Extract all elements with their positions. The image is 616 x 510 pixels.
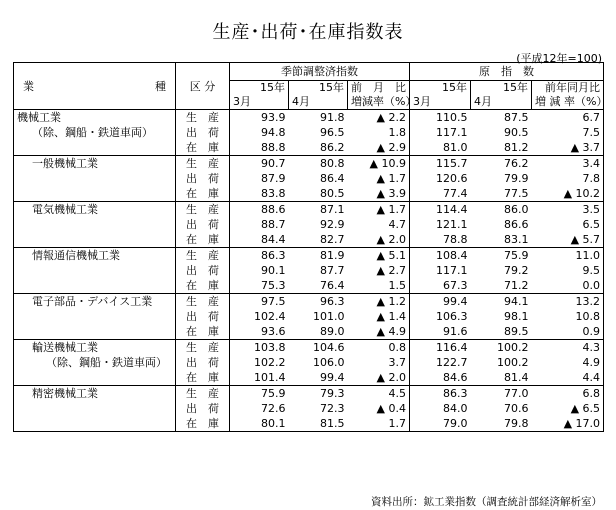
industry-name xyxy=(14,217,176,232)
kubun-cell: 出 荷 xyxy=(176,263,230,278)
value-o-mar: 108.4 xyxy=(410,248,471,264)
industry-name xyxy=(14,186,176,202)
value-mom: ▲ 1.2 xyxy=(348,294,410,310)
value-o-apr: 98.1 xyxy=(504,310,529,323)
value-sa-apr: 96.3 xyxy=(289,294,348,310)
value-sa-apr: 82.7 xyxy=(289,232,348,248)
kubun-cell: 生 産 xyxy=(176,248,230,264)
value-sa-mar: 103.8 xyxy=(230,340,289,356)
value-mom: ▲ 5.1 xyxy=(348,248,410,264)
table-row xyxy=(14,232,604,248)
value-sa-mar: 87.9 xyxy=(230,171,289,186)
value-mom: ▲ 2.7 xyxy=(348,263,410,278)
table-row xyxy=(14,309,604,324)
value-o-apr: 79.9 xyxy=(504,172,529,185)
value-yoy: 6.8 xyxy=(532,386,604,402)
value-mom: ▲ 3.9 xyxy=(348,186,410,202)
table-row xyxy=(14,278,604,294)
value-mom: 1.5 xyxy=(348,278,410,294)
industry-name: 精密機械工業 xyxy=(14,386,176,402)
value-sa-apr: 92.9 xyxy=(320,218,345,231)
table-row xyxy=(14,386,604,402)
value-sa-mar: 102.4 xyxy=(230,309,289,324)
value-o-mar: 110.5 xyxy=(410,110,471,126)
value-mom: 4.7 xyxy=(348,217,410,232)
value-o-apr: 75.9 xyxy=(471,248,532,264)
kubun-cell: 在 庫 xyxy=(176,140,230,156)
table-row xyxy=(14,125,604,140)
kubun-cell: 出 荷 xyxy=(176,217,230,232)
value-o-mar: 86.3 xyxy=(410,386,471,402)
col-sa-mar-month: 3月 xyxy=(230,95,289,110)
col-sa-mar-year: 15年 xyxy=(230,81,289,96)
value-yoy: 4.3 xyxy=(532,340,604,356)
value-o-apr: 94.1 xyxy=(471,294,532,310)
kubun-cell: 生 産 xyxy=(176,386,230,402)
table-row xyxy=(14,248,604,264)
industry-name xyxy=(14,140,176,156)
table-row xyxy=(14,401,604,416)
kubun-cell: 生 産 xyxy=(176,110,230,126)
value-sa-apr: 81.5 xyxy=(289,416,348,432)
value-yoy: ▲ 3.7 xyxy=(532,140,604,156)
col-mom-b: 増減率（%） xyxy=(348,95,410,110)
industry-name xyxy=(14,278,176,294)
value-sa-apr: 80.5 xyxy=(289,186,348,202)
value-yoy: ▲ 6.5 xyxy=(532,401,604,416)
value-sa-mar: 72.6 xyxy=(230,401,289,416)
value-mom: ▲ 2.0 xyxy=(348,232,410,248)
value-o-apr: 86.6 xyxy=(504,218,529,231)
kubun-cell: 在 庫 xyxy=(176,416,230,432)
table-row xyxy=(14,340,604,356)
value-mom: ▲ 1.7 xyxy=(348,171,410,186)
industry-name: 情報通信機械工業 xyxy=(14,248,176,264)
value-sa-apr: 72.3 xyxy=(320,402,345,415)
value-o-mar: 67.3 xyxy=(410,278,471,294)
industry-name xyxy=(14,370,176,386)
table-row xyxy=(14,171,604,186)
table-row xyxy=(14,156,604,172)
col-o-apr-month: 4月 xyxy=(471,95,532,110)
table-row xyxy=(14,370,604,386)
table-row xyxy=(14,140,604,156)
table-row xyxy=(14,324,604,340)
col-o-mar-month: 3月 xyxy=(410,95,471,110)
value-sa-apr: 86.4 xyxy=(320,172,345,185)
kubun-cell: 在 庫 xyxy=(176,370,230,386)
value-yoy: ▲ 17.0 xyxy=(532,416,604,432)
industry-name: 電気機械工業 xyxy=(14,202,176,218)
value-o-mar: 81.0 xyxy=(410,140,471,156)
industry-name: （除、鋼船・鉄道車両） xyxy=(14,125,176,140)
kubun-cell: 出 荷 xyxy=(176,309,230,324)
value-o-apr: 71.2 xyxy=(471,278,532,294)
table-row xyxy=(14,355,604,370)
value-sa-mar: 88.8 xyxy=(230,140,289,156)
industry-name xyxy=(14,401,176,416)
value-sa-mar: 102.2 xyxy=(230,355,289,370)
value-o-mar: 78.8 xyxy=(410,232,471,248)
industry-name: （除、鋼船・鉄道車両） xyxy=(14,355,176,370)
value-mom: 1.8 xyxy=(348,125,410,140)
value-o-mar: 84.0 xyxy=(410,401,471,416)
value-o-apr: 87.5 xyxy=(471,110,532,126)
value-yoy: 3.4 xyxy=(532,156,604,172)
value-sa-mar: 90.7 xyxy=(230,156,289,172)
value-o-apr: 100.2 xyxy=(497,356,529,369)
table-row xyxy=(14,416,604,432)
value-yoy: 13.2 xyxy=(532,294,604,310)
value-yoy: 6.7 xyxy=(532,110,604,126)
value-sa-apr: 91.8 xyxy=(289,110,348,126)
value-o-apr: 70.6 xyxy=(504,402,529,415)
value-mom: 1.7 xyxy=(348,416,410,432)
industry-name xyxy=(14,416,176,432)
value-sa-mar: 101.4 xyxy=(230,370,289,386)
value-o-apr: 77.5 xyxy=(471,186,532,202)
value-sa-apr: 89.0 xyxy=(289,324,348,340)
kubun-cell: 生 産 xyxy=(176,156,230,172)
value-sa-mar: 86.3 xyxy=(230,248,289,264)
col-sa-apr-month: 4月 xyxy=(289,95,348,110)
value-o-apr: 86.0 xyxy=(471,202,532,218)
value-sa-mar: 97.5 xyxy=(230,294,289,310)
value-mom: 3.7 xyxy=(348,355,410,370)
value-yoy: ▲ 5.7 xyxy=(532,232,604,248)
kubun-cell: 生 産 xyxy=(176,202,230,218)
value-o-mar: 114.4 xyxy=(410,202,471,218)
value-yoy: 6.5 xyxy=(532,217,604,232)
industry-name xyxy=(14,263,176,278)
value-mom: 0.8 xyxy=(348,340,410,356)
value-sa-apr: 99.4 xyxy=(289,370,348,386)
industry-name xyxy=(14,324,176,340)
value-o-mar: 84.6 xyxy=(410,370,471,386)
value-o-mar: 99.4 xyxy=(410,294,471,310)
kubun-cell: 出 荷 xyxy=(176,171,230,186)
value-yoy: ▲ 10.2 xyxy=(532,186,604,202)
value-mom: ▲ 2.9 xyxy=(348,140,410,156)
value-o-mar: 115.7 xyxy=(410,156,471,172)
value-sa-mar: 94.8 xyxy=(230,125,289,140)
value-yoy: 7.5 xyxy=(532,125,604,140)
value-sa-mar: 88.6 xyxy=(230,202,289,218)
value-o-mar: 121.1 xyxy=(410,217,471,232)
col-mom-a: 前 月 比 xyxy=(348,81,410,96)
source-note: 資料出所：鉱工業指数（調査統計部経済解析室） xyxy=(371,496,602,508)
value-sa-mar: 75.3 xyxy=(230,278,289,294)
industry-name xyxy=(14,171,176,186)
value-sa-mar: 84.4 xyxy=(230,232,289,248)
table-row xyxy=(14,294,604,310)
value-yoy: 0.0 xyxy=(532,278,604,294)
table-row xyxy=(14,263,604,278)
index-table xyxy=(13,62,608,432)
kubun-cell: 生 産 xyxy=(176,340,230,356)
kubun-cell: 在 庫 xyxy=(176,232,230,248)
kubun-header: 区 分 xyxy=(176,63,230,110)
value-sa-mar: 80.1 xyxy=(230,416,289,432)
table-row xyxy=(14,202,604,218)
value-sa-apr: 86.2 xyxy=(289,140,348,156)
value-mom: ▲ 1.7 xyxy=(348,202,410,218)
value-o-mar: 79.0 xyxy=(410,416,471,432)
kubun-cell: 在 庫 xyxy=(176,324,230,340)
value-o-apr: 79.2 xyxy=(504,264,529,277)
kubun-cell: 在 庫 xyxy=(176,186,230,202)
value-yoy: 3.5 xyxy=(532,202,604,218)
value-sa-mar: 93.6 xyxy=(230,324,289,340)
value-sa-mar: 93.9 xyxy=(230,110,289,126)
value-mom: ▲ 2.0 xyxy=(348,370,410,386)
industry-name xyxy=(14,232,176,248)
value-sa-apr: 81.9 xyxy=(289,248,348,264)
value-o-apr: 100.2 xyxy=(471,340,532,356)
value-o-apr: 89.5 xyxy=(471,324,532,340)
value-mom: ▲ 0.4 xyxy=(348,401,410,416)
kubun-cell: 在 庫 xyxy=(176,278,230,294)
seasonal-header: 季節調整済指数 xyxy=(230,63,410,81)
value-yoy: 4.9 xyxy=(532,355,604,370)
value-sa-apr: 101.0 xyxy=(313,310,345,323)
value-sa-apr: 104.6 xyxy=(289,340,348,356)
table-row xyxy=(14,217,604,232)
kubun-cell: 出 荷 xyxy=(176,355,230,370)
value-o-mar: 91.6 xyxy=(410,324,471,340)
value-mom: ▲ 4.9 xyxy=(348,324,410,340)
value-yoy: 9.5 xyxy=(532,263,604,278)
col-yoy-a: 前年同月比 xyxy=(532,81,604,96)
value-o-mar: 120.6 xyxy=(410,171,471,186)
kubun-cell: 出 荷 xyxy=(176,401,230,416)
value-o-apr: 83.1 xyxy=(471,232,532,248)
value-o-mar: 117.1 xyxy=(410,125,471,140)
col-o-mar-year: 15年 xyxy=(410,81,471,96)
value-o-apr: 81.2 xyxy=(471,140,532,156)
industry-name: 機械工業 xyxy=(14,110,176,126)
value-sa-mar: 83.8 xyxy=(230,186,289,202)
value-o-apr: 90.5 xyxy=(504,126,529,139)
base-year-note: (平成12年=100) xyxy=(516,52,602,65)
value-o-apr: 77.0 xyxy=(471,386,532,402)
value-mom: ▲ 10.9 xyxy=(348,156,410,172)
kubun-cell: 生 産 xyxy=(176,294,230,310)
value-o-apr: 81.4 xyxy=(471,370,532,386)
table-row xyxy=(14,186,604,202)
value-o-mar: 117.1 xyxy=(410,263,471,278)
value-sa-apr: 87.7 xyxy=(320,264,345,277)
col-o-apr-year: 15年 xyxy=(471,81,532,96)
value-yoy: 0.9 xyxy=(532,324,604,340)
value-sa-apr: 106.0 xyxy=(313,356,345,369)
col-yoy-b: 増 減 率（%） xyxy=(532,95,604,110)
kubun-cell: 出 荷 xyxy=(176,125,230,140)
value-o-apr: 79.8 xyxy=(471,416,532,432)
industry-name: 電子部品・デバイス工業 xyxy=(14,294,176,310)
col-sa-apr-year: 15年 xyxy=(289,81,348,96)
value-o-apr: 76.2 xyxy=(471,156,532,172)
value-sa-apr: 96.5 xyxy=(320,126,345,139)
value-mom: 4.5 xyxy=(348,386,410,402)
value-yoy: 11.0 xyxy=(532,248,604,264)
value-sa-apr: 80.8 xyxy=(289,156,348,172)
value-sa-apr: 79.3 xyxy=(289,386,348,402)
value-o-mar: 77.4 xyxy=(410,186,471,202)
industry-header: 業 種 xyxy=(14,63,176,110)
value-mom: ▲ 2.2 xyxy=(348,110,410,126)
value-mom: ▲ 1.4 xyxy=(348,309,410,324)
value-yoy: 7.8 xyxy=(532,171,604,186)
value-sa-apr: 76.4 xyxy=(289,278,348,294)
value-o-mar: 122.7 xyxy=(410,355,471,370)
value-o-mar: 116.4 xyxy=(410,340,471,356)
original-header: 原 指 数 xyxy=(410,63,604,81)
industry-name: 一般機械工業 xyxy=(14,156,176,172)
value-sa-mar: 88.7 xyxy=(230,217,289,232)
value-yoy: 4.4 xyxy=(532,370,604,386)
industry-name xyxy=(14,309,176,324)
table-row xyxy=(14,110,604,126)
value-o-mar: 106.3 xyxy=(410,309,471,324)
page-title: 生産･出荷･在庫指数表 xyxy=(212,22,404,43)
industry-name: 輸送機械工業 xyxy=(14,340,176,356)
value-sa-mar: 75.9 xyxy=(230,386,289,402)
value-sa-apr: 87.1 xyxy=(289,202,348,218)
value-sa-mar: 90.1 xyxy=(230,263,289,278)
value-yoy: 10.8 xyxy=(532,309,604,324)
